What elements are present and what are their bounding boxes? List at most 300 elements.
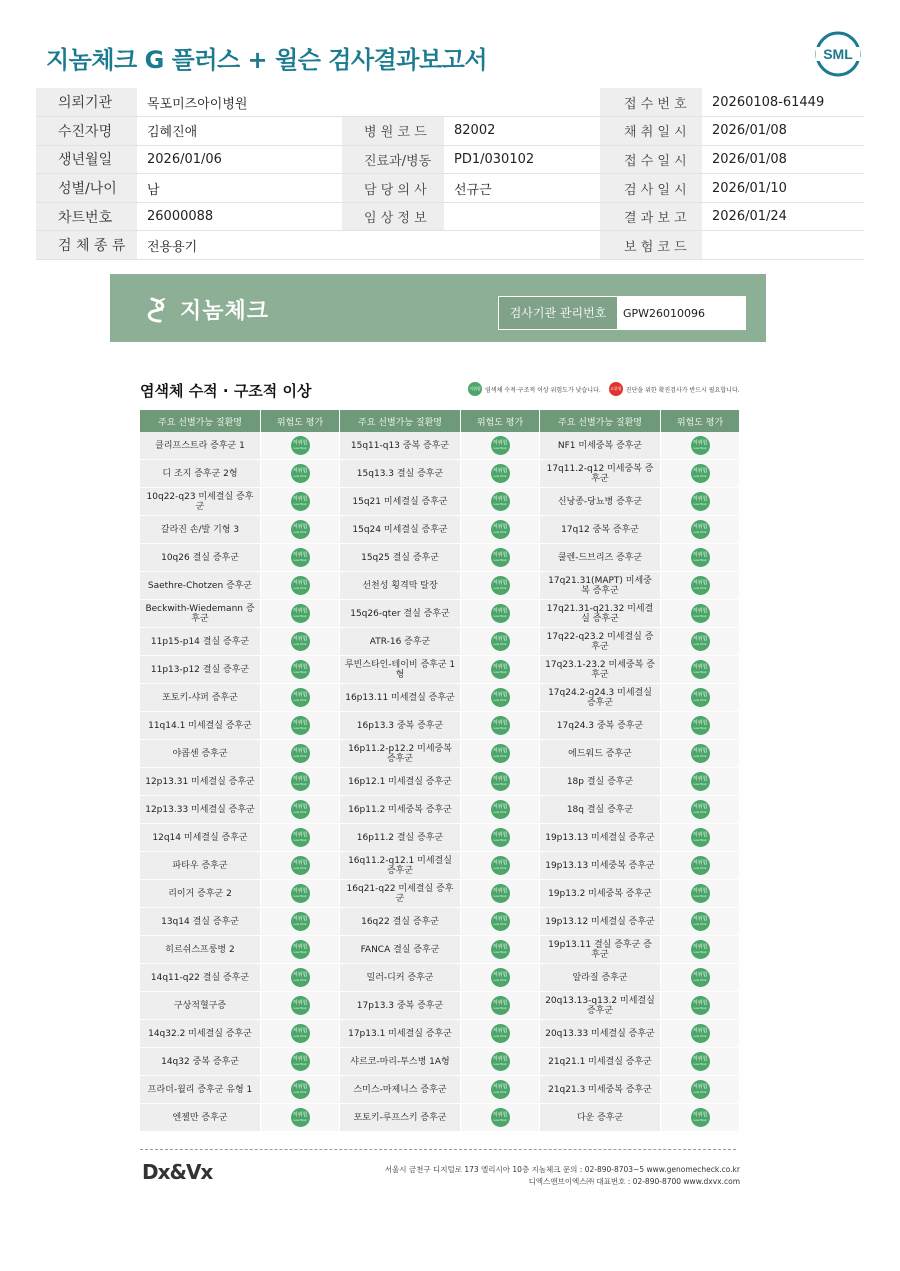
- disease-name: 19p13.13 미세결실 증후군: [540, 824, 661, 851]
- risk-badge-label: 저위험: [692, 635, 708, 642]
- column-header: [340, 410, 539, 432]
- info-label: 담 당 의 사: [342, 174, 444, 203]
- risk-badge-sub: Low Risk: [693, 977, 707, 982]
- risk-eval-cell: [661, 516, 739, 543]
- low-risk-badge-icon: [291, 1052, 310, 1071]
- risk-badge-label: 저위험: [492, 663, 508, 670]
- disease-name: 선천성 횡격막 탈장: [340, 572, 461, 599]
- risk-badge-label: 저위험: [492, 691, 508, 698]
- column-header: [540, 410, 739, 432]
- risk-eval-cell: [461, 824, 539, 851]
- risk-badge-label: 저위험: [492, 635, 508, 642]
- info-label: 진료과/병동: [342, 145, 444, 174]
- low-risk-badge-icon: [691, 940, 710, 959]
- low-risk-badge-icon: [491, 632, 510, 651]
- low-risk-badge-icon: [291, 464, 310, 483]
- risk-eval-cell: [461, 628, 539, 655]
- risk-badge-label: 저위험: [492, 523, 508, 530]
- disease-name: 16q11.2-q12.1 미세결실 증후군: [340, 852, 461, 879]
- risk-eval-cell: [661, 992, 739, 1019]
- disease-name: 15q24 미세결실 증후군: [340, 516, 461, 543]
- section-title: 염색체 수적 · 구조적 이상: [140, 382, 312, 400]
- table-row: [540, 600, 739, 628]
- table-row: [340, 628, 539, 656]
- risk-badge-sub: Low Risk: [293, 725, 307, 730]
- table-row: [540, 656, 739, 684]
- info-row: [36, 231, 864, 260]
- disease-name: 16q22 결실 증후군: [340, 908, 461, 935]
- risk-legend: [468, 382, 748, 396]
- risk-badge-sub: Low Risk: [693, 1005, 707, 1010]
- low-risk-badge-icon: [491, 604, 510, 623]
- disease-name: 14q32 중복 증후군: [140, 1048, 261, 1075]
- table-row: [340, 572, 539, 600]
- low-risk-badge-icon: [491, 968, 510, 987]
- risk-badge-label: 저위험: [692, 607, 708, 614]
- risk-eval-cell: [261, 964, 339, 991]
- risk-badge-sub: Low Risk: [493, 893, 507, 898]
- table-row: [140, 1020, 339, 1048]
- disease-name: 17q22-q23.2 미세결실 증후군: [540, 628, 661, 655]
- table-row: [340, 1020, 539, 1048]
- disease-name: 17p13.1 미세결실 증후군: [340, 1020, 461, 1047]
- risk-badge-label: 저위험: [692, 747, 708, 754]
- risk-badge-label: 저위험: [292, 439, 308, 446]
- risk-badge-sub: Low Risk: [693, 473, 707, 478]
- info-value: 82002: [444, 117, 600, 146]
- info-value: 26000088: [137, 202, 342, 231]
- table-row: [340, 796, 539, 824]
- disease-name: 쿨렌-드브리즈 증후군: [540, 544, 661, 571]
- table-row: [540, 516, 739, 544]
- disease-name: 16p13.11 미세결실 증후군: [340, 684, 461, 711]
- table-row: [340, 992, 539, 1020]
- risk-eval-cell: [261, 1048, 339, 1075]
- low-risk-badge-icon: [291, 632, 310, 651]
- risk-badge-sub: Low Risk: [693, 1089, 707, 1094]
- risk-eval-cell: [261, 824, 339, 851]
- risk-badge-label: 저위험: [692, 859, 708, 866]
- risk-eval-cell: [461, 1104, 539, 1131]
- risk-badge-label: 저위험: [292, 579, 308, 586]
- risk-badge-sub: Low Risk: [693, 809, 707, 814]
- risk-eval-cell: [261, 572, 339, 599]
- risk-eval-cell: [461, 768, 539, 795]
- disease-name: 엔젤만 증후군: [140, 1104, 261, 1131]
- disease-name: 파타우 증후군: [140, 852, 261, 879]
- risk-eval-cell: [661, 796, 739, 823]
- table-row: [540, 1048, 739, 1076]
- risk-badge-sub: Low Risk: [493, 641, 507, 646]
- info-value: [444, 88, 600, 117]
- disease-name: 16p11.2-p12.2 미세중복 증후군: [340, 740, 461, 767]
- disease-name: 19p13.11 결실 증후군 증후군: [540, 936, 661, 963]
- header-risk-eval: 위험도 평가: [276, 417, 324, 428]
- risk-eval-cell: [461, 684, 539, 711]
- low-risk-badge-icon: [691, 604, 710, 623]
- risk-badge-label: 저위험: [692, 1083, 708, 1090]
- low-risk-badge-icon: [291, 1080, 310, 1099]
- disease-name: 11q14.1 미세결실 증후군: [140, 712, 261, 739]
- risk-eval-cell: [661, 712, 739, 739]
- risk-badge-sub: Low Risk: [693, 1117, 707, 1122]
- low-risk-badge-icon: [291, 884, 310, 903]
- low-risk-badge-icon: [291, 968, 310, 987]
- risk-badge-sub: Low Risk: [293, 669, 307, 674]
- low-risk-badge-icon: [691, 1080, 710, 1099]
- risk-badge-label: 저위험: [292, 775, 308, 782]
- disease-name: 10q22-q23 미세결실 증후군: [140, 488, 261, 515]
- risk-badge-sub: Low Risk: [493, 949, 507, 954]
- disease-name: 17q24.3 중복 증후군: [540, 712, 661, 739]
- risk-badge-sub: Low Risk: [493, 501, 507, 506]
- risk-badge-label: 저위험: [492, 607, 508, 614]
- table-row: [540, 712, 739, 740]
- low-risk-badge-icon: [491, 940, 510, 959]
- table-row: [540, 1104, 739, 1132]
- info-value: 김혜진애: [137, 117, 342, 146]
- disease-name: 15q11-q13 중복 증후군: [340, 432, 461, 459]
- risk-badge-label: 저위험: [492, 495, 508, 502]
- footer-contact: [385, 1164, 740, 1188]
- header-risk-eval: 위험도 평가: [476, 417, 524, 428]
- low-risk-badge-icon: [291, 744, 310, 763]
- risk-badge-sub: Low Risk: [493, 585, 507, 590]
- disease-name: 프라더-윌리 증후군 유형 1: [140, 1076, 261, 1103]
- low-risk-badge-icon: [691, 576, 710, 595]
- risk-badge-label: 저위험: [292, 887, 308, 894]
- risk-badge-sub: Low Risk: [293, 641, 307, 646]
- risk-badge-label: 저위험: [692, 1027, 708, 1034]
- risk-eval-cell: [461, 992, 539, 1019]
- table-row: [140, 740, 339, 768]
- risk-badge-label: 저위험: [492, 887, 508, 894]
- disease-name: 19p13.12 미세결실 증후군: [540, 908, 661, 935]
- risk-badge-sub: Low Risk: [493, 837, 507, 842]
- risk-badge-sub: Low Risk: [493, 1005, 507, 1010]
- info-value: [444, 202, 600, 231]
- disease-name: 15q25 결실 증후군: [340, 544, 461, 571]
- low-risk-badge-icon: [291, 660, 310, 679]
- low-risk-badge-icon: [691, 968, 710, 987]
- risk-eval-cell: [661, 880, 739, 907]
- risk-eval-cell: [461, 656, 539, 683]
- header-disease-name: 주요 선별가능 질환명: [340, 410, 461, 432]
- risk-badge-label: 저위험: [292, 831, 308, 838]
- risk-badge-label: 저위험: [692, 551, 708, 558]
- risk-badge-sub: Low Risk: [493, 1061, 507, 1066]
- risk-badge-sub: Low Risk: [293, 837, 307, 842]
- risk-eval-cell: [661, 964, 739, 991]
- risk-badge-sub: Low Risk: [293, 445, 307, 450]
- disease-name: 18q 결실 증후군: [540, 796, 661, 823]
- disease-name: 히르쉬스프룽병 2: [140, 936, 261, 963]
- sml-logo-text: SML: [823, 46, 853, 62]
- low-risk-legend-text: 염색체 수적·구조적 이상 위험도가 낮습니다.: [485, 386, 601, 394]
- risk-eval-cell: [661, 684, 739, 711]
- disease-name: 12q14 미세결실 증후군: [140, 824, 261, 851]
- risk-eval-cell: [261, 1104, 339, 1131]
- risk-eval-cell: [261, 992, 339, 1019]
- risk-badge-label: 저위험: [692, 803, 708, 810]
- risk-eval-cell: [261, 600, 339, 627]
- table-row: [540, 432, 739, 460]
- risk-badge-label: 저위험: [692, 579, 708, 586]
- risk-badge-sub: Low Risk: [693, 949, 707, 954]
- risk-badge-sub: Low Risk: [693, 613, 707, 618]
- disease-name: 신낭종-당뇨병 증후군: [540, 488, 661, 515]
- risk-badge-sub: Low Risk: [493, 1117, 507, 1122]
- risk-badge-sub: Low Risk: [293, 1089, 307, 1094]
- risk-badge-label: 저위험: [292, 1027, 308, 1034]
- risk-badge-sub: Low Risk: [293, 585, 307, 590]
- risk-badge-label: 저위험: [692, 775, 708, 782]
- risk-eval-cell: [661, 432, 739, 459]
- info-label: 검 체 종 류: [36, 231, 137, 260]
- low-risk-badge-icon: [691, 632, 710, 651]
- table-row: [340, 880, 539, 908]
- risk-badge-sub: Low Risk: [493, 557, 507, 562]
- risk-eval-cell: [261, 936, 339, 963]
- risk-eval-cell: [461, 572, 539, 599]
- risk-badge-sub: Low Risk: [293, 977, 307, 982]
- risk-badge-sub: Low Risk: [693, 697, 707, 702]
- disease-column-2: [340, 410, 539, 1132]
- risk-badge-label: 저위험: [492, 915, 508, 922]
- risk-eval-cell: [661, 852, 739, 879]
- risk-badge-sub: Low Risk: [293, 781, 307, 786]
- info-value: 20260108-61449: [702, 88, 864, 117]
- risk-badge-label: 저위험: [492, 719, 508, 726]
- low-risk-badge-icon: [291, 940, 310, 959]
- disease-name: 11p15-p14 결실 증후군: [140, 628, 261, 655]
- risk-badge-sub: Low Risk: [293, 613, 307, 618]
- low-risk-badge-icon: [491, 520, 510, 539]
- risk-badge-sub: Low Risk: [493, 753, 507, 758]
- table-row: [540, 740, 739, 768]
- low-risk-badge-icon: [491, 464, 510, 483]
- low-risk-badge-icon: [291, 492, 310, 511]
- header-disease-name: 주요 선별가능 질환명: [140, 410, 261, 432]
- risk-eval-cell: [661, 1104, 739, 1131]
- risk-eval-cell: [261, 516, 339, 543]
- disease-name: 16q21-q22 미세결실 증후군: [340, 880, 461, 907]
- risk-badge-sub: Low Risk: [293, 1061, 307, 1066]
- low-risk-badge-icon: [491, 1052, 510, 1071]
- risk-badge-label: 저위험: [292, 1055, 308, 1062]
- disease-name: 11p13-p12 결실 증후군: [140, 656, 261, 683]
- low-risk-badge-icon: [491, 576, 510, 595]
- low-risk-badge-icon: [691, 716, 710, 735]
- table-row: [340, 712, 539, 740]
- risk-badge-sub: Low Risk: [693, 557, 707, 562]
- risk-badge-label: 저위험: [292, 859, 308, 866]
- risk-badge-label: 저위험: [292, 635, 308, 642]
- disease-name: 에드워드 증후군: [540, 740, 661, 767]
- risk-badge-sub: Low Risk: [293, 501, 307, 506]
- disease-name: 15q21 미세결실 증후군: [340, 488, 461, 515]
- risk-eval-cell: [461, 936, 539, 963]
- info-label: 생년월일: [36, 145, 137, 174]
- table-row: [540, 852, 739, 880]
- risk-badge-sub: Low Risk: [693, 585, 707, 590]
- info-label: 의뢰기관: [36, 88, 137, 117]
- risk-badge-label: 저위험: [692, 719, 708, 726]
- risk-badge-sub: Low Risk: [493, 809, 507, 814]
- table-row: [540, 768, 739, 796]
- table-row: [340, 684, 539, 712]
- table-row: [340, 432, 539, 460]
- risk-badge-sub: Low Risk: [293, 753, 307, 758]
- header-risk-eval: 위험도 평가: [676, 417, 724, 428]
- disease-name: 다운 증후군: [540, 1104, 661, 1131]
- disease-name: 갈라진 손/발 기형 3: [140, 516, 261, 543]
- low-risk-badge-icon: [491, 1080, 510, 1099]
- risk-badge-label: 저위험: [692, 439, 708, 446]
- low-risk-badge-icon: [691, 688, 710, 707]
- risk-badge-sub: Low Risk: [293, 865, 307, 870]
- risk-badge-sub: Low Risk: [493, 473, 507, 478]
- table-row: [140, 572, 339, 600]
- table-row: [540, 908, 739, 936]
- low-risk-badge-icon: [491, 772, 510, 791]
- footer-line-1: 서울시 금천구 디지털로 173 엘리시아 10층 지놈체크 문의 : 02-890-8703~5 www.genomecheck.co.kr: [384, 1165, 740, 1174]
- low-risk-badge-icon: [691, 548, 710, 567]
- report-title: 지놈체크 G 플러스 + 윌슨 검사결과보고서: [46, 46, 488, 74]
- risk-badge-sub: Low Risk: [693, 501, 707, 506]
- disease-name: FANCA 결실 증후군: [340, 936, 461, 963]
- risk-eval-cell: [261, 880, 339, 907]
- risk-badge-sub: Low Risk: [293, 949, 307, 954]
- low-risk-badge-icon: [291, 912, 310, 931]
- low-risk-badge-icon: [291, 548, 310, 567]
- table-row: [340, 824, 539, 852]
- risk-badge-sub: Low Risk: [693, 641, 707, 646]
- risk-eval-cell: [461, 544, 539, 571]
- table-row: [140, 544, 339, 572]
- table-row: [540, 796, 739, 824]
- risk-badge-label: 저위험: [492, 439, 508, 446]
- risk-badge-label: 저위험: [292, 663, 308, 670]
- disease-name: 샤르코-마리-투스병 1A형: [340, 1048, 461, 1075]
- info-label: 성별/나이: [36, 174, 137, 203]
- management-number-value: GPW26010096: [617, 297, 745, 329]
- info-value: 2026/01/06: [137, 145, 342, 174]
- table-row: [140, 852, 339, 880]
- risk-eval-cell: [461, 712, 539, 739]
- disease-name: 20q13.13-q13.2 미세결실 증후군: [540, 992, 661, 1019]
- table-row: [540, 572, 739, 600]
- table-row: [340, 656, 539, 684]
- risk-badge-sub: Low Risk: [493, 529, 507, 534]
- risk-badge-sub: Low Risk: [693, 529, 707, 534]
- table-row: [140, 1104, 339, 1132]
- risk-badge-sub: Low Risk: [693, 725, 707, 730]
- risk-badge-label: 저위험: [492, 1027, 508, 1034]
- risk-badge-label: 저위험: [492, 859, 508, 866]
- table-row: [540, 936, 739, 964]
- risk-eval-cell: [461, 432, 539, 459]
- table-row: [140, 460, 339, 488]
- risk-eval-cell: [261, 544, 339, 571]
- disease-column-1: [140, 410, 339, 1132]
- disease-name: 리이거 증후군 2: [140, 880, 261, 907]
- disease-name: 클리프스트라 증후군 1: [140, 432, 261, 459]
- risk-badge-label: 저위험: [292, 551, 308, 558]
- disease-name: 19p13.13 미세중복 증후군: [540, 852, 661, 879]
- disease-name: 17p13.3 중복 증후군: [340, 992, 461, 1019]
- low-risk-badge-icon: [691, 520, 710, 539]
- disease-name: 15q13.3 결실 증후군: [340, 460, 461, 487]
- management-number-label: 검사기관 관리번호: [499, 297, 617, 329]
- table-row: [140, 628, 339, 656]
- risk-eval-cell: [661, 488, 739, 515]
- low-risk-badge-icon: [291, 1108, 310, 1127]
- low-risk-badge-icon: [291, 576, 310, 595]
- footer-divider: [140, 1149, 736, 1150]
- low-risk-badge-icon: [291, 604, 310, 623]
- table-row: [540, 1020, 739, 1048]
- risk-eval-cell: [261, 684, 339, 711]
- risk-badge-label: 저위험: [292, 943, 308, 950]
- table-row: [140, 432, 339, 460]
- disease-name: 19p13.2 미세중복 증후군: [540, 880, 661, 907]
- risk-badge-label: 저위험: [492, 971, 508, 978]
- low-risk-badge-icon: [491, 1108, 510, 1127]
- risk-badge-label: 저위험: [492, 1083, 508, 1090]
- disease-name: 루빈스타인-테이비 증후군 1형: [340, 656, 461, 683]
- table-row: [140, 600, 339, 628]
- genomecheck-logo: [144, 294, 269, 325]
- low-risk-badge-icon: [691, 1052, 710, 1071]
- disease-name: 17q11.2-q12 미세중복 증후군: [540, 460, 661, 487]
- low-risk-badge-icon: [291, 520, 310, 539]
- risk-eval-cell: [461, 1076, 539, 1103]
- table-row: [340, 768, 539, 796]
- risk-eval-cell: [461, 1020, 539, 1047]
- risk-eval-cell: [261, 628, 339, 655]
- table-row: [140, 824, 339, 852]
- risk-badge-label: 저위험: [492, 775, 508, 782]
- risk-badge-sub: Low Risk: [493, 977, 507, 982]
- low-risk-badge-icon: [491, 884, 510, 903]
- table-row: [540, 684, 739, 712]
- disease-name: 17q21.31-q21.32 미세결실 증후군: [540, 600, 661, 627]
- table-row: [340, 600, 539, 628]
- risk-badge-sub: Low Risk: [293, 1005, 307, 1010]
- risk-badge-sub: Low Risk: [493, 865, 507, 870]
- report-body: [110, 274, 766, 1186]
- risk-badge-label: 저위험: [692, 971, 708, 978]
- info-label: 채 취 일 시: [600, 117, 702, 146]
- risk-eval-cell: [661, 600, 739, 627]
- risk-badge-label: 저위험: [492, 803, 508, 810]
- disease-name: 16p11.2 미세중복 증후군: [340, 796, 461, 823]
- table-row: [340, 852, 539, 880]
- info-row: [36, 88, 864, 117]
- risk-badge-sub: Low Risk: [693, 781, 707, 786]
- disease-name: ATR-16 증후군: [340, 628, 461, 655]
- risk-eval-cell: [261, 656, 339, 683]
- info-row: [36, 145, 864, 174]
- risk-badge-label: 저위험: [692, 915, 708, 922]
- risk-badge-sub: Low Risk: [293, 473, 307, 478]
- header-disease-name: 주요 선별가능 질환명: [540, 410, 661, 432]
- low-risk-badge-icon: [491, 688, 510, 707]
- risk-eval-cell: [661, 936, 739, 963]
- risk-badge-label: 저위험: [292, 1111, 308, 1118]
- dxvx-logo: Dx&Vx: [142, 1160, 213, 1184]
